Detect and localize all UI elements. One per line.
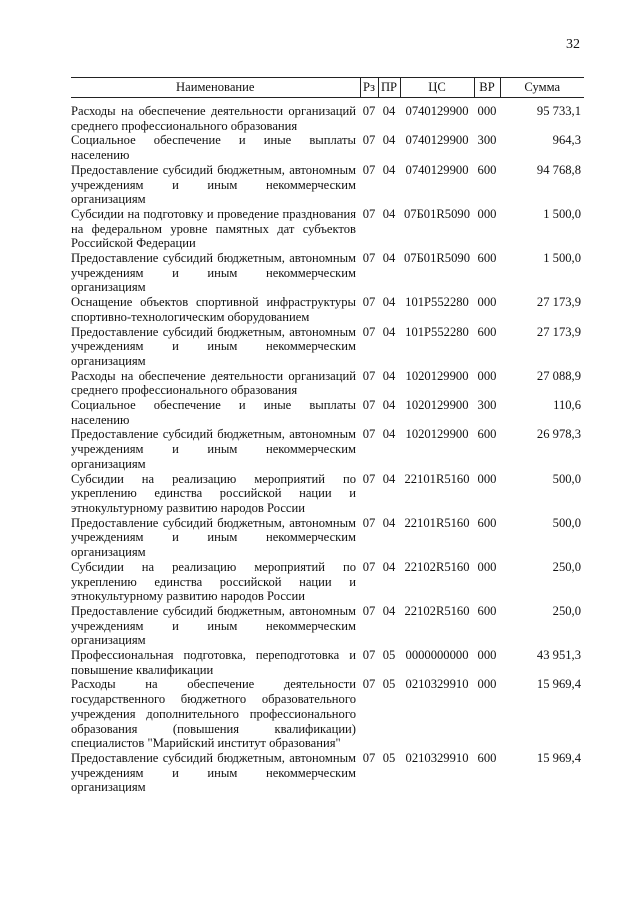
cell-pr: 05	[382, 750, 396, 765]
table-row	[71, 295, 584, 324]
cell-name: Предоставление субсидий бюджетным, автономным учреждениям и иным некоммерческим организациям	[71, 515, 356, 560]
cell-rz: 07	[362, 427, 376, 442]
cell-sum: 15 969,4	[536, 750, 581, 765]
cell-rz: 07	[362, 162, 376, 177]
header-vr: ВР	[474, 78, 500, 98]
cell-rz: 07	[362, 295, 376, 310]
cell-cs: 0740129900	[405, 104, 469, 118]
cell-pr: 04	[382, 324, 396, 339]
cell-sum: 27 173,9	[536, 295, 581, 310]
cell-vr: 600	[477, 515, 497, 530]
cell-sum: 964,3	[552, 133, 581, 148]
table-row	[71, 207, 584, 251]
cell-vr: 600	[477, 251, 497, 266]
cell-rz: 07	[362, 206, 376, 221]
cell-name: Оснащение объектов спортивной инфраструктуры спортивно-технологическим оборудованием	[71, 295, 356, 324]
cell-sum: 27 173,9	[536, 324, 581, 339]
cell-cs: 22101R5160	[404, 515, 470, 530]
cell-name: Предоставление субсидий бюджетным, автономным учреждениям и иным некоммерческим организациям	[71, 162, 356, 207]
cell-cs: 1020129900	[405, 398, 469, 413]
cell-name: Предоставление субсидий бюджетным, автономным учреждениям и иным некоммерческим организациям	[71, 750, 356, 795]
cell-cs: 1020129900	[405, 427, 469, 442]
table-row	[71, 369, 584, 398]
cell-sum: 27 088,9	[536, 368, 581, 383]
cell-pr: 05	[382, 677, 396, 692]
cell-name: Социальное обеспечение и иные выплаты населению	[71, 398, 356, 427]
cell-sum: 1 500,0	[543, 206, 581, 221]
cell-pr: 04	[382, 295, 396, 310]
cell-sum: 500,0	[552, 471, 581, 486]
cell-pr: 04	[382, 251, 396, 266]
cell-name: Предоставление субсидий бюджетным, автономным учреждениям и иным некоммерческим организациям	[71, 251, 356, 295]
cell-sum: 43 951,3	[536, 648, 581, 663]
cell-name: Социальное обеспечение и иные выплаты населению	[71, 133, 356, 163]
table-row	[71, 472, 584, 516]
cell-sum: 110,6	[553, 398, 581, 413]
cell-rz: 07	[362, 750, 376, 765]
cell-name: Расходы на обеспечение деятельности организаций среднего профессионального образования	[71, 368, 356, 398]
cell-sum: 500,0	[552, 515, 581, 530]
cell-rz: 07	[362, 515, 376, 530]
table-row	[71, 751, 584, 795]
table-row	[71, 325, 584, 369]
cell-pr: 04	[382, 471, 396, 486]
cell-vr: 000	[477, 104, 497, 118]
cell-pr: 04	[382, 398, 396, 413]
cell-cs: 07Б01R5090	[403, 251, 470, 266]
cell-name: Расходы на обеспечение деятельности государственного бюджетного образовательного учреждения дополнительного профессионального образования (повышения квалификации) специалистов "Марийский институт образования"	[71, 677, 356, 751]
cell-name: Субсидии на реализацию мероприятий по укреплению единства российской нации и этнокультурному развитию народов России	[71, 559, 356, 604]
cell-pr: 04	[382, 603, 396, 618]
table-row	[71, 677, 584, 751]
cell-name: Предоставление субсидий бюджетным, автономным учреждениям и иным некоммерческим организациям	[71, 427, 356, 471]
table-row	[71, 98, 584, 134]
table-row	[71, 560, 584, 604]
table-row	[71, 604, 584, 648]
table-row	[71, 163, 584, 207]
cell-vr: 000	[477, 206, 497, 221]
table-row	[71, 516, 584, 560]
cell-vr: 000	[477, 648, 497, 663]
cell-sum: 95 733,1	[536, 104, 581, 118]
table-row	[71, 251, 584, 295]
cell-pr: 04	[382, 559, 396, 574]
cell-rz: 07	[362, 648, 376, 663]
cell-pr: 04	[382, 515, 396, 530]
cell-vr: 000	[477, 677, 497, 692]
cell-pr: 04	[382, 104, 396, 118]
cell-cs: 101Р552280	[405, 295, 469, 310]
cell-rz: 07	[362, 603, 376, 618]
table-row	[71, 133, 584, 162]
cell-name: Расходы на обеспечение деятельности организаций среднего профессионального образования	[71, 104, 356, 133]
table-row	[71, 648, 584, 677]
cell-vr: 300	[477, 133, 497, 148]
cell-rz: 07	[362, 398, 376, 413]
cell-rz: 07	[362, 251, 376, 266]
header-rz: Рз	[360, 78, 378, 98]
cell-sum: 15 969,4	[536, 677, 581, 692]
cell-pr: 04	[382, 162, 396, 177]
cell-sum: 250,0	[552, 603, 581, 618]
cell-cs: 0740129900	[405, 133, 469, 148]
cell-rz: 07	[362, 368, 376, 383]
cell-cs: 101Р552280	[405, 324, 469, 339]
cell-vr: 600	[477, 324, 497, 339]
cell-pr: 04	[382, 368, 396, 383]
header-sum: Сумма	[500, 78, 584, 98]
cell-vr: 600	[477, 750, 497, 765]
cell-name: Субсидии на подготовку и проведение празднования на федеральном уровне памятных дат субъектов Российской Федерации	[71, 206, 356, 251]
cell-rz: 07	[362, 559, 376, 574]
cell-cs: 1020129900	[405, 368, 469, 383]
cell-cs: 0000000000	[405, 648, 469, 663]
cell-rz: 07	[362, 471, 376, 486]
table-header-row	[71, 78, 584, 98]
cell-rz: 07	[362, 104, 376, 118]
cell-pr: 04	[382, 206, 396, 221]
cell-cs: 0740129900	[405, 162, 469, 177]
cell-sum: 1 500,0	[543, 251, 581, 266]
cell-name: Субсидии на реализацию мероприятий по укреплению единства российской нации и этнокультурному развитию народов России	[71, 471, 356, 515]
cell-vr: 600	[477, 427, 497, 442]
cell-vr: 000	[477, 368, 497, 383]
cell-name: Профессиональная подготовка, переподготовка и повышение квалификации	[71, 648, 356, 677]
table-row	[71, 398, 584, 427]
cell-vr: 000	[477, 559, 497, 574]
cell-cs: 22102R5160	[404, 559, 470, 574]
table-row	[71, 427, 584, 471]
page-number: 32	[566, 37, 580, 52]
cell-rz: 07	[362, 677, 376, 692]
cell-cs: 22102R5160	[404, 603, 470, 618]
header-name: Наименование	[71, 78, 360, 98]
cell-vr: 600	[477, 162, 497, 177]
cell-pr: 04	[382, 133, 396, 148]
cell-cs: 0210329910	[405, 750, 469, 765]
cell-pr: 05	[382, 648, 396, 663]
cell-cs: 07Б01R5090	[403, 206, 470, 221]
cell-vr: 000	[477, 295, 497, 310]
cell-rz: 07	[362, 133, 376, 148]
table-body	[71, 98, 584, 796]
cell-vr: 300	[477, 398, 497, 413]
cell-name: Предоставление субсидий бюджетным, автономным учреждениям и иным некоммерческим организациям	[71, 603, 356, 648]
cell-cs: 22101R5160	[404, 471, 470, 486]
budget-table	[71, 77, 584, 795]
cell-rz: 07	[362, 324, 376, 339]
cell-vr: 600	[477, 603, 497, 618]
header-cs: ЦС	[400, 78, 474, 98]
cell-name: Предоставление субсидий бюджетным, автономным учреждениям и иным некоммерческим организациям	[71, 324, 356, 368]
cell-sum: 26 978,3	[536, 427, 581, 442]
cell-sum: 250,0	[552, 559, 581, 574]
cell-vr: 000	[477, 471, 497, 486]
header-pr: ПР	[378, 78, 400, 98]
cell-pr: 04	[382, 427, 396, 442]
cell-cs: 0210329910	[405, 677, 469, 692]
cell-sum: 94 768,8	[536, 162, 581, 177]
